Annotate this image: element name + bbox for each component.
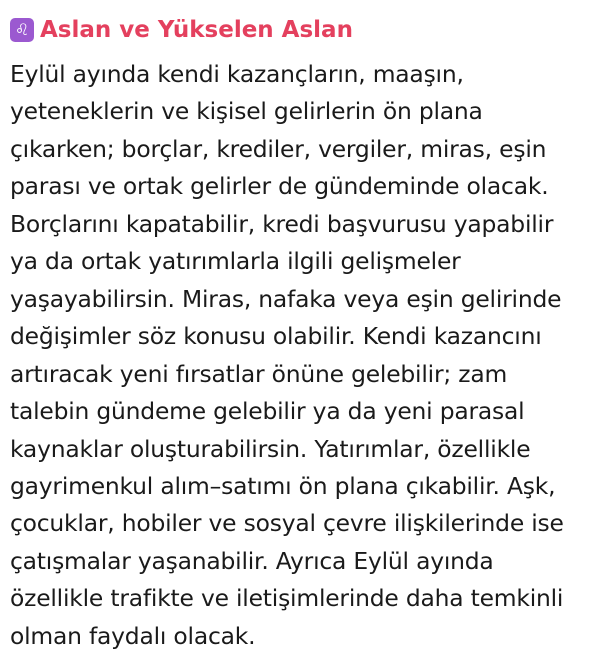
article-title: Aslan ve Yükselen Aslan — [40, 17, 353, 43]
body-line: talebin gündeme gelebilir ya da yeni parasal — [10, 397, 525, 426]
article-body — [10, 56, 600, 655]
body-line: olman faydalı olacak. — [10, 621, 256, 650]
horoscope-article — [10, 10, 600, 655]
body-line: çıkarken; borçlar, krediler, vergiler, miras, eşin — [10, 134, 547, 163]
body-line: ya da ortak yatırımlarla ilgili gelişmeler — [10, 247, 461, 276]
body-line: Eylül ayında kendi kazançların, maaşın, — [10, 60, 464, 88]
body-line: çatışmalar yaşanabilir. Ayrıca Eylül ayında — [10, 546, 494, 575]
body-line: parası ve ortak gelirler de gündeminde olacak. — [10, 172, 549, 201]
body-line: Borçlarını kapatabilir, kredi başvurusu yapabilir — [10, 209, 554, 238]
body-line: yeteneklerin ve kişisel gelirlerin ön plana — [10, 97, 483, 126]
body-line: gayrimenkul alım–satımı ön plana çıkabilir. Aşk, — [10, 471, 556, 500]
body-line: artıracak yeni fırsatlar önüne gelebilir; zam — [10, 359, 508, 388]
body-line: kaynaklar oluşturabilirsin. Yatırımlar, özellikle — [10, 434, 531, 463]
body-line: özellikle trafikte ve iletişimlerinde daha temkinli — [10, 584, 564, 613]
body-line: çocuklar, hobiler ve sosyal çevre ilişkilerinde ise — [10, 509, 564, 538]
article-heading — [10, 10, 600, 50]
leo-sign-icon: ♌ — [10, 18, 34, 42]
body-line: yaşayabilirsin. Miras, nafaka veya eşin gelirinde — [10, 284, 562, 313]
body-line: değişimler söz konusu olabilir. Kendi kazancını — [10, 322, 542, 351]
